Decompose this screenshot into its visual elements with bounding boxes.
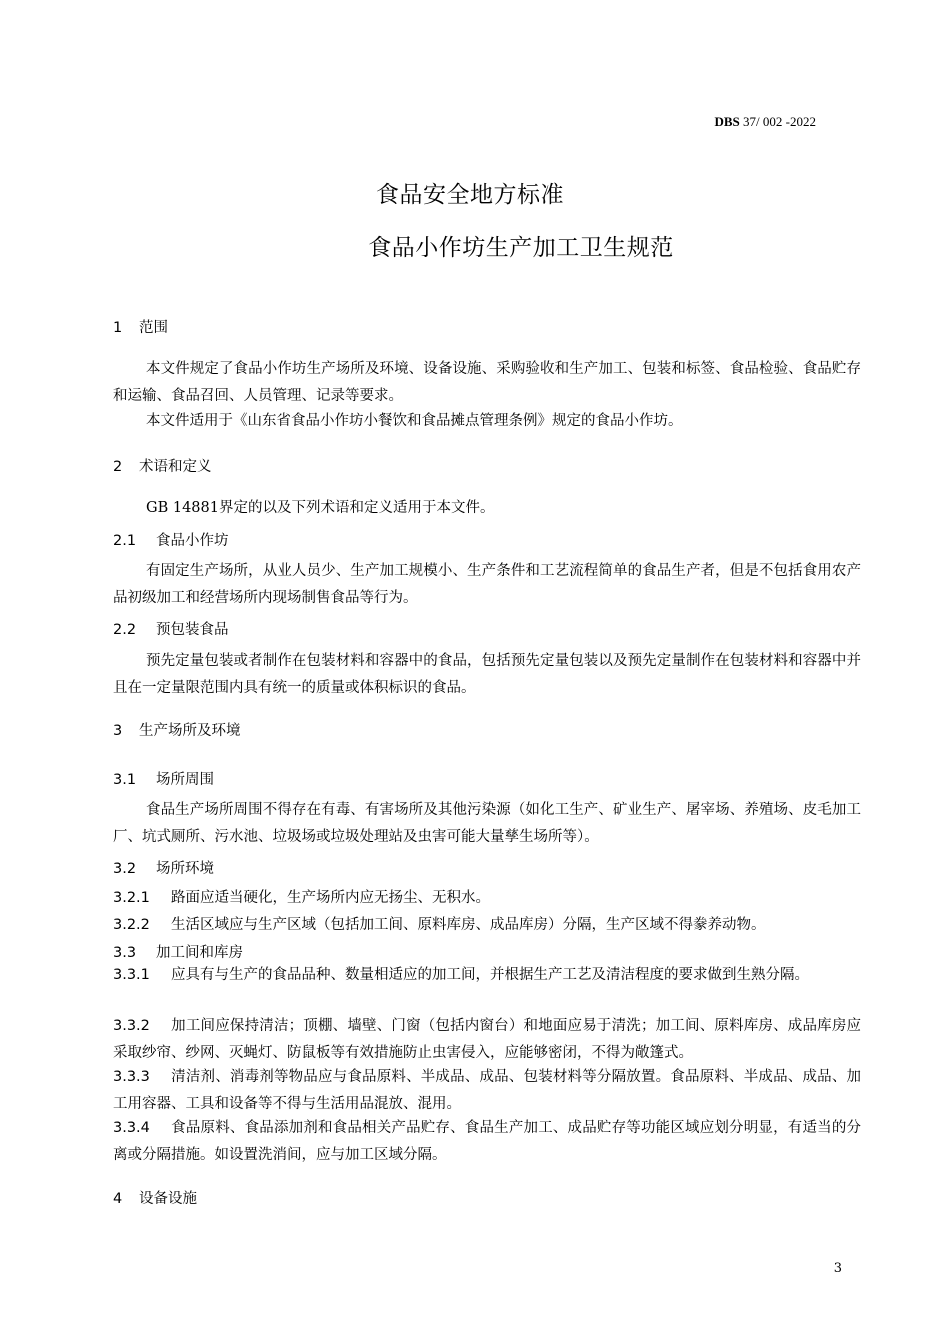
paragraph-scope-1: 本文件规定了食品小作坊生产场所及环境、设备设施、采购验收和生产加工、包装和标签、食品检验、食品贮存和运输、食品召回、人员管理、记录等要求。 <box>113 361 861 404</box>
subsection-number: 3.1 <box>113 772 137 788</box>
subsection-title: 场所周围 <box>156 772 214 788</box>
paragraph-terms-intro: GB 14881界定的以及下列术语和定义适用于本文件。 <box>146 500 495 516</box>
section-heading-3 <box>113 719 241 740</box>
clause-text: 食品原料、食品添加剂和食品相关产品贮存、食品生产加工、成品贮存等功能区域应划分明显，有适当的分离或分隔措施。如设置洗消间，应与加工区域分隔。 <box>113 1120 861 1163</box>
clause-3-2-1 <box>113 885 861 912</box>
subsection-title: 场所环境 <box>156 861 214 877</box>
subsection-number: 2.2 <box>113 622 137 638</box>
subsection-number: 2.1 <box>113 533 137 549</box>
clause-3-3-3 <box>113 1064 861 1118</box>
clause-3-3-1 <box>113 962 861 989</box>
document-title: 食品安全地方标准 <box>376 182 564 208</box>
subsection-heading-3-3 <box>113 941 243 962</box>
clause-text: 加工间应保持清洁；顶棚、墙壁、门窗（包括内窗台）和地面应易于清洗；加工间、原料库房、成品库房应采取纱帘、纱网、灭蝇灯、防鼠板等有效措施防止虫害侵入，应能够密闭，不得为敞篷式。 <box>113 1018 861 1061</box>
standard-code-number: 37/ 002 -2022 <box>739 114 816 129</box>
section-title: 术语和定义 <box>139 459 212 475</box>
subsection-number: 3.3 <box>113 945 137 961</box>
subsection-number: 3.2 <box>113 861 137 877</box>
section-title: 生产场所及环境 <box>139 723 241 739</box>
subsection-heading-2-2 <box>113 618 229 639</box>
paragraph-surroundings: 食品生产场所周围不得存在有毒、有害场所及其他污染源（如化工生产、矿业生产、屠宰场、养殖场、皮毛加工厂、坑式厕所、污水池、垃圾场或垃圾处理站及虫害可能大量孳生场所等）。 <box>113 802 861 845</box>
section-heading-2 <box>113 455 212 476</box>
subsection-title: 加工间和库房 <box>156 945 243 961</box>
page-number: 3 <box>833 1261 842 1276</box>
section-number: 2 <box>113 459 123 475</box>
clause-number: 3.2.1 <box>113 890 150 906</box>
document-subtitle: 食品小作坊生产加工卫生规范 <box>368 235 674 261</box>
standard-code <box>715 114 817 130</box>
paragraph-scope-2: 本文件适用于《山东省食品小作坊小餐饮和食品摊点管理条例》规定的食品小作坊。 <box>146 413 683 429</box>
clause-3-3-4 <box>113 1115 861 1169</box>
clause-number: 3.3.4 <box>113 1120 150 1136</box>
subsection-heading-2-1 <box>113 529 229 550</box>
clause-text: 生活区域应与生产区域（包括加工间、原料库房、成品库房）分隔，生产区域不得豢养动物。 <box>171 917 766 933</box>
paragraph-definition-workshop: 有固定生产场所，从业人员少、生产加工规模小、生产条件和工艺流程简单的食品生产者，但是不包括食用农产品初级加工和经营场所内现场制售食品等行为。 <box>113 563 861 606</box>
clause-text: 路面应适当硬化，生产场所内应无扬尘、无积水。 <box>171 890 490 906</box>
clause-3-2-2 <box>113 912 861 939</box>
subsection-title: 预包装食品 <box>156 622 229 638</box>
section-heading-1 <box>113 316 168 337</box>
section-number: 4 <box>113 1191 123 1207</box>
clause-number: 3.3.3 <box>113 1069 150 1085</box>
clause-text: 应具有与生产的食品品种、数量相适应的加工间，并根据生产工艺及清洁程度的要求做到生熟分隔。 <box>171 967 809 983</box>
subsection-heading-3-2 <box>113 857 214 878</box>
section-title: 设备设施 <box>139 1191 197 1207</box>
clause-text: 清洁剂、消毒剂等物品应与食品原料、半成品、成品、包装材料等分隔放置。食品原料、半成品、成品、加工用容器、工具和设备等不得与生活用品混放、混用。 <box>113 1069 861 1112</box>
paragraph-definition-prepackaged: 预先定量包装或者制作在包装材料和容器中的食品，包括预先定量包装以及预先定量制作在包装材料和容器中并且在一定量限范围内具有统一的质量或体积标识的食品。 <box>113 653 861 696</box>
section-heading-4 <box>113 1187 197 1208</box>
clause-3-3-2 <box>113 1013 861 1067</box>
clause-number: 3.3.2 <box>113 1018 150 1034</box>
standard-code-prefix: DBS <box>714 114 740 129</box>
subsection-title: 食品小作坊 <box>156 533 229 549</box>
clause-number: 3.2.2 <box>113 917 150 933</box>
subsection-heading-3-1 <box>113 768 214 789</box>
section-title: 范围 <box>139 320 168 336</box>
section-number: 3 <box>113 723 123 739</box>
clause-number: 3.3.1 <box>113 967 150 983</box>
section-number: 1 <box>113 320 123 336</box>
